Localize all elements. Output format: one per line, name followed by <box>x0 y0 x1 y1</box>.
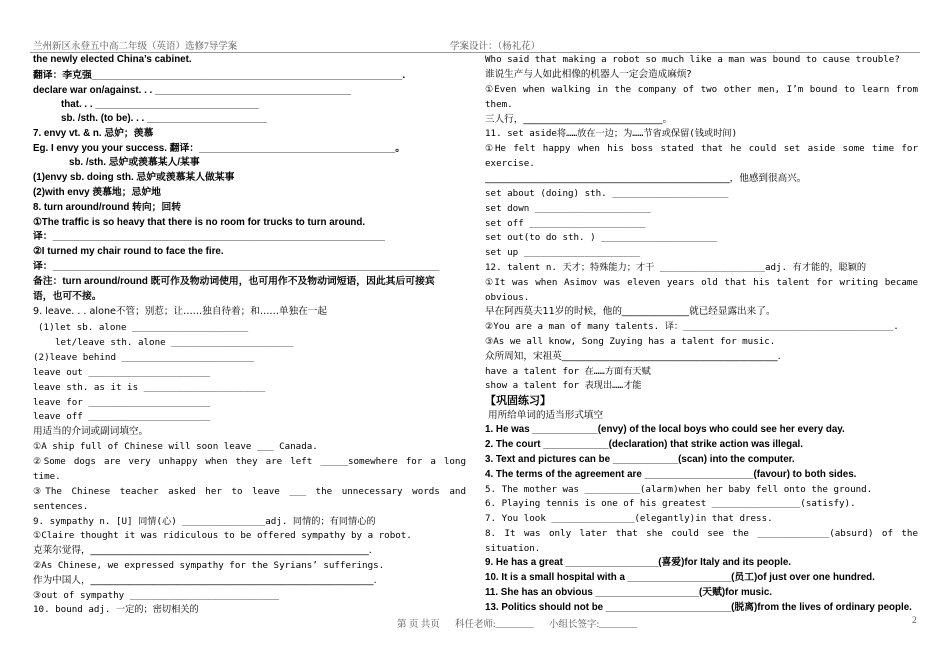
text-line: 4. The terms of the agreement are ____________________(favour) to both sides. <box>485 469 857 480</box>
text-line: let/leave sth. alone ______________________ <box>55 337 293 348</box>
text-line: ②As Chinese, we expressed sympathy for the Syrians’ sufferings. <box>33 560 385 571</box>
text-line: 用所给单词的适当形式填空 <box>488 410 604 421</box>
text-line: ②You are a man of many talents. 译：______________________________________. <box>485 321 899 332</box>
footer-page-number: 2 <box>912 616 917 626</box>
text-line: that. . . ______________________________ <box>61 99 259 110</box>
text-line: Eg. I envy you your success. 翻译：____________________________________。 <box>33 143 406 154</box>
text-line: set up _____________________ <box>485 247 640 258</box>
text-line: 作为中国人，___________________________________________________________. <box>33 575 377 586</box>
text-line: ①Even when walking in the company of two other men, I’m bound to learn from <box>485 84 918 95</box>
text-line: exercise. <box>485 158 535 169</box>
text-line: 语，也可不接。 <box>33 291 102 302</box>
text-line: leave out ______________________ <box>33 367 211 378</box>
text-line: 译：_____________________________________________________________ <box>33 231 385 242</box>
text-line: ①A ship full of Chinese will soon leave ___ Canada. <box>33 441 318 452</box>
text-line: 6. Playing tennis is one of his greatest ________________(satisfy). <box>485 498 856 509</box>
text-line: 2. The court ____________(declaration) that strike action was illegal. <box>485 439 803 450</box>
text-line: 1. He was ____________(envy) of the local boys who could see her every day. <box>485 424 845 435</box>
text-line: 用适当的介词或副词填空。 <box>33 426 149 437</box>
text-line: the newly elected China’s cabinet. <box>33 54 192 65</box>
text-line: ①The traffic is so heavy that there is no room for trucks to turn around. <box>33 217 366 228</box>
text-line: 13. Politics should not be _______________________(脱离)from the lives of ordinary people. <box>485 602 912 613</box>
text-line: set about (doing) sth. _____________________ <box>485 188 729 199</box>
text-line: 众所周知，宋祖英_____________________________________________. <box>485 351 781 362</box>
text-line: 9. sympathy n. [U] 同情(心) _______________adj. 同情的；有同情心的 <box>33 516 376 527</box>
text-line: 3. Text and pictures can be ____________(scan) into the computer. <box>485 454 795 465</box>
text-line: ②Some dogs are very unhappy when they are left _____somewhere for a long <box>33 456 466 467</box>
text-line: Who said that making a robot so much like a man was bound to cause trouble? <box>485 54 900 65</box>
text-line: 11. She has an obvious ___________________(天赋)for music. <box>485 587 772 598</box>
header-left: 兰州新区永登五中高二年级（英语）选修7导学案 <box>33 42 238 52</box>
text-line: leave off ______________________ <box>33 411 211 422</box>
text-line: (1)let sb. alone _____________________ <box>38 322 249 333</box>
text-line: sb. /sth. 忌妒或羡慕某人/某事 <box>69 157 200 168</box>
text-line: set off _____________________ <box>485 218 646 229</box>
text-line: time. <box>33 471 61 482</box>
text-line: declare war on/against. . . ____________________________________ <box>33 85 352 96</box>
text-line: set down _____________________ <box>485 203 651 214</box>
text-line: set out(to do sth. ) _____________________ <box>485 232 718 243</box>
footer-leader: 小组长签字:________ <box>549 620 638 630</box>
text-line: 9. leave. . . alone不管；别惹；让……独自待着；和……单独在一起 <box>33 306 327 317</box>
text-line: ①It was when Asimov was eleven years old that his talent for writing became <box>485 277 918 288</box>
footer-teacher: 科任老师:________ <box>455 620 534 630</box>
text-line: obvious. <box>485 292 530 303</box>
text-line: show a talent for 表现出……才能 <box>485 380 642 391</box>
text-line: sb. /sth. (to be). . . ______________________ <box>61 113 267 124</box>
text-line: 译：_______________________________________________________________________ <box>33 261 440 272</box>
text-line: 7. You look _______________(elegantly)in that dress. <box>485 513 773 524</box>
text-line: 备注：turn around/round 既可作及物动词使用，也可用作不及物动词短语，因此其后可接宾 <box>33 276 435 287</box>
footer-pages: 第 页 共页 <box>397 620 440 630</box>
text-line: have a talent for 在……方面有天赋 <box>485 366 651 377</box>
text-line: 5. The mother was __________(alarm)when her baby fell onto the ground. <box>485 484 873 495</box>
text-line: ②I turned my chair round to face the fire. <box>33 246 224 257</box>
text-line: (2)leave behind ________________________ <box>33 352 255 363</box>
text-line: leave for ______________________ <box>33 397 211 408</box>
text-line: 8. turn around/round 转向；回转 <box>33 202 182 213</box>
text-line: sentences. <box>33 501 89 512</box>
text-line: 12. talent n. 天才；特殊能力；才干 ___________________adj. 有才能的，聪颖的 <box>485 262 867 273</box>
text-line: 7. envy vt. & n. 忌妒；羡慕 <box>33 128 154 139</box>
text-line: leave sth. as it is ______________________ <box>33 382 266 393</box>
text-line: ①He felt happy when his boss stated that he could set aside some time for <box>485 143 918 154</box>
text-line: (2)with envy 羡慕地；忌妒地 <box>33 187 161 198</box>
text-line: 三人行，_____________________________。 <box>485 114 673 125</box>
text-line: ①Claire thought it was ridiculous to be offered sympathy by a robot. <box>33 530 412 541</box>
text-line: 克莱尔觉得，__________________________________________________________. <box>33 545 372 556</box>
header-right: 学案设计：（杨礼花） <box>450 42 541 52</box>
text-line: 8. It was only later that she could see the _____________(absurd) of the <box>485 528 918 539</box>
text-line: 10. bound adj. 一定的；密切相关的 <box>33 604 199 615</box>
text-line: situation. <box>485 543 541 554</box>
text-line: 翻译：李克强_________________________________________________________. <box>33 70 406 81</box>
text-line: ③The Chinese teacher asked her to leave ___ the unnecessary words and <box>33 486 466 497</box>
text-line: 11. set aside将……放在一边；为……节省或保留(钱或时间) <box>485 128 738 139</box>
text-line: 早在阿西莫夫11岁的时候，他的______________就已经显露出来了。 <box>485 306 776 317</box>
text-line: 10. It is a small hospital with a ___________________(员工)of just over one hundred. <box>485 572 875 583</box>
text-line: ③As we all know, Song Zuying has a talent for music. <box>485 336 776 347</box>
text-line: ③out of sympathy ___________________________ <box>33 590 280 601</box>
text-line: 谁说生产与人如此相像的机器人一定会造成麻烦? <box>485 69 692 80</box>
text-line: (1)envy sb. doing sth. 忌妒或羡慕某人做某事 <box>33 172 235 183</box>
text-line: 【巩固练习】 <box>485 394 551 407</box>
text-line: them. <box>485 99 513 110</box>
text-line: 9. He has a great _________________(喜爱)for Italy and its people. <box>485 557 792 568</box>
text-line: ___________________________________________________，他感到很高兴。 <box>485 173 807 184</box>
